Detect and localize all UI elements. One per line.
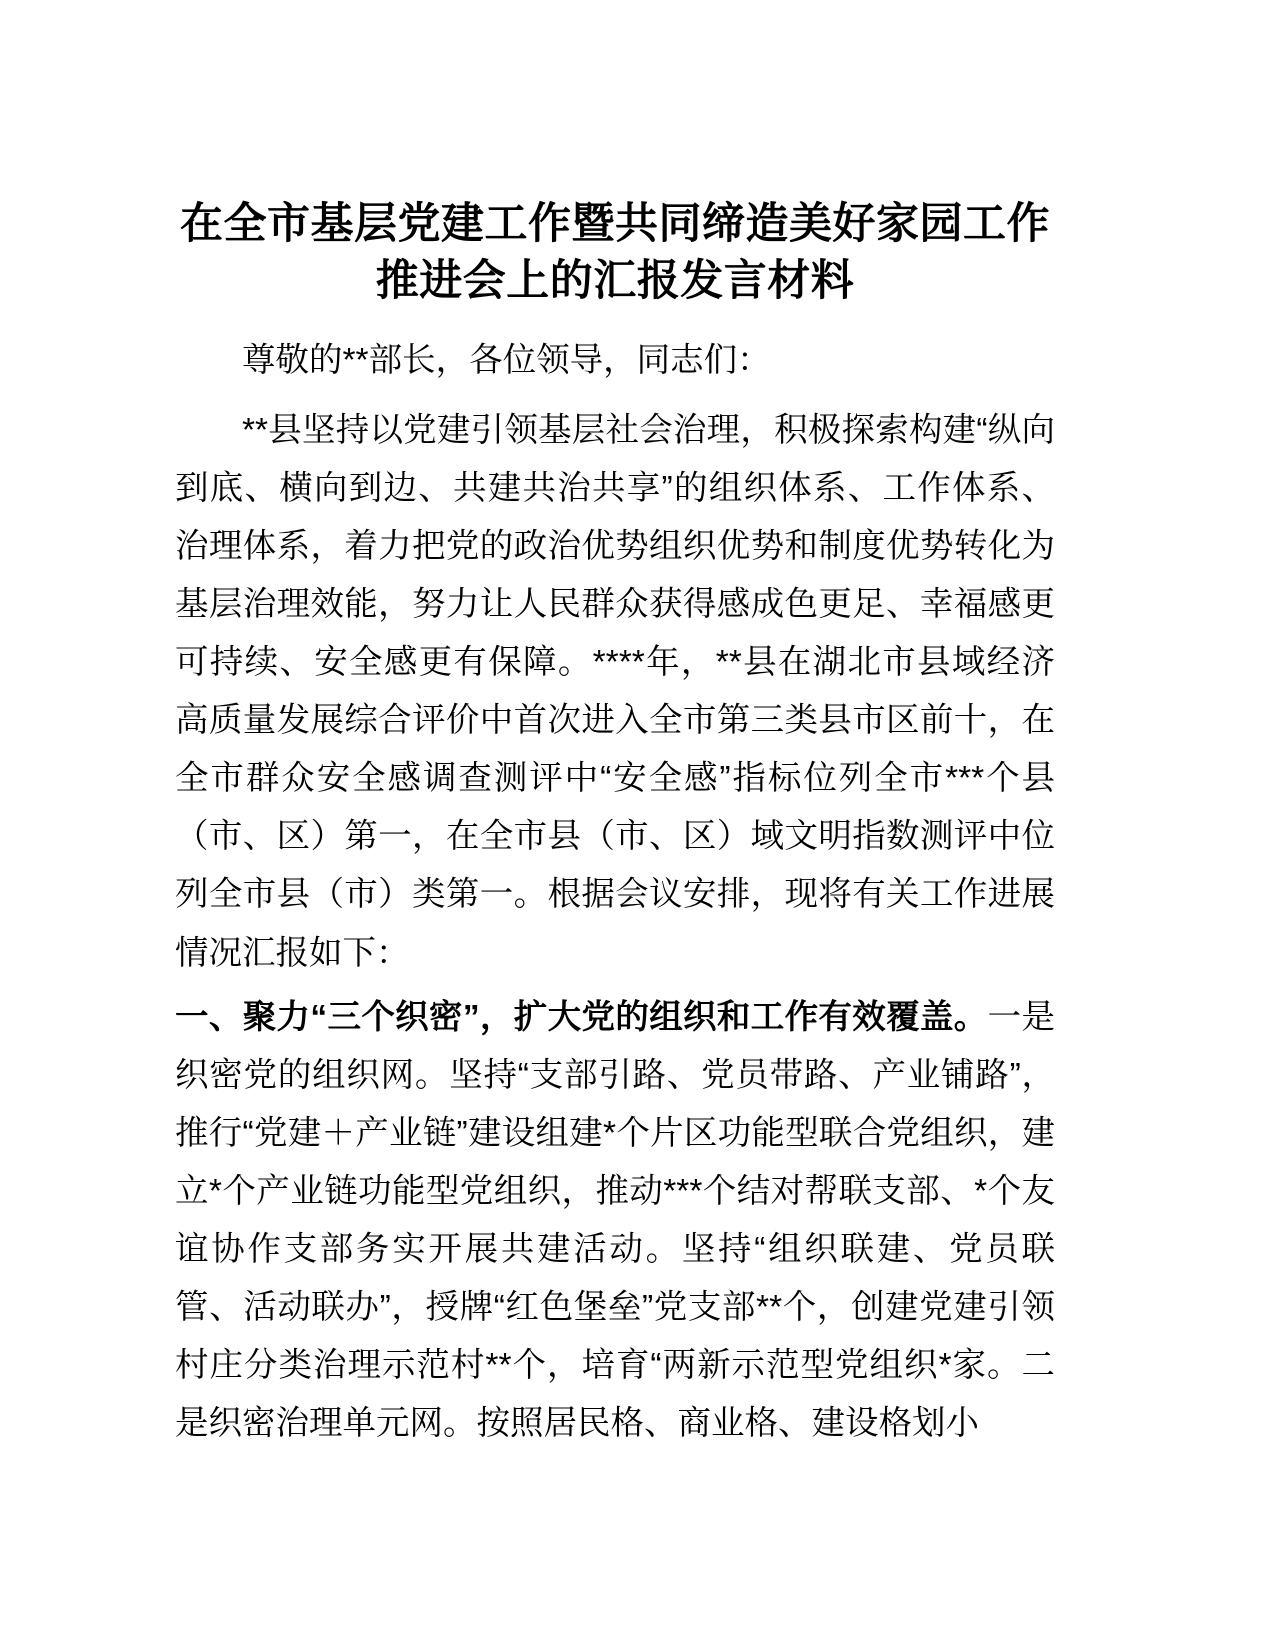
- opening-paragraph: **县坚持以党建引领基层社会治理，积极探索构建“纵向到底、横向到边、共建共治共享”的组织体系、工作体系、治理体系，着力把党的政治优势组织优势和制度优势转化为基层治理效能，努力让人民群众获得感成色更足、幸福感更可持续、安全感更有保障。****年，**县在湖北市县域经济高质量发展综合评价中首次进入全市第三类县市区前十，在全市群众安全感调查测评中“安全感”指标位列全市***个县（市、区）第一，在全市县（市、区）域文明指数测评中位列全市县（市）类第一。根据会议安排，现将有关工作进展情况汇报如下：: [175, 411, 1055, 972]
- document-body: [175, 196, 1055, 1460]
- section-one-paragraph: [175, 989, 1055, 1454]
- section-one-body: 一是织密党的组织网。坚持“支部引路、党员带路、产业铺路”，推行“党建＋产业链”建设组建*个片区功能型联合党组织，建立*个产业链功能型党组织，推动***个结对帮联支部、*个友谊协作支部务实开展共建活动。坚持“组织联建、党员联管、活动联办”，授牌“红色堡垒”党支部**个，创建党建引领村庄分类治理示范村**个，培育“两新示范型党组织*家。二是织密治理单元网。按照居民格、商业格、建设格划小: [175, 998, 1056, 1443]
- salutation-paragraph: 尊敬的**部长，各位领导，同志们：: [242, 341, 771, 379]
- section-one-heading: 一、聚力“三个织密”，扩大党的组织和工作有效覆盖。: [175, 998, 988, 1036]
- page-title: 在全市基层党建工作暨共同缔造美好家园工作推进会上的汇报发言材料: [180, 200, 1050, 305]
